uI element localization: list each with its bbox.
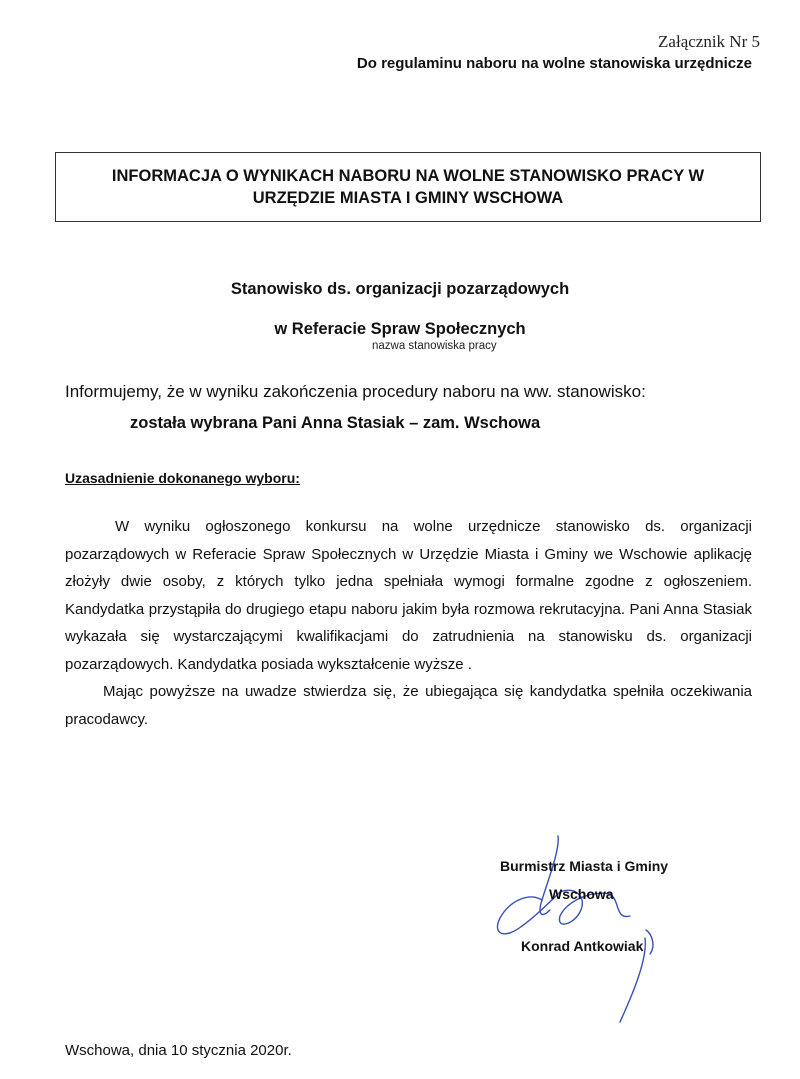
justification-heading: Uzasadnienie dokonanego wyboru: [65,470,300,486]
mayor-title: Burmistrz Miasta i Gminy [500,858,669,874]
position-name: Stanowisko ds. organizacji pozarządowych [230,280,570,298]
justification-paragraph-1: W wyniku ogłoszonego konkursu na wolne urzędnicze stanowisko ds. organizacji pozarządowych w Referacie Spraw Społecznych w Urzędzie Miasta i Gminy we Wschowie aplikację złożyły dwie osoby, z których tylko jedna spełniała wymogi formalne zgodne z ogłoszeniem. Kandydatka przystąpiła do drugiego etapu naboru jakim była rozmowa rekrutacyjna. Pani Anna Stasiak wykazała się wystarczającymi kwalifikacjami do zatrudnienia na stanowisku ds. organizacji pozarządowych. Kandydatka posiada wykształcenie wyższe . [65,518,752,673]
department-name: w Referacie Spraw Społecznych [274,320,526,338]
document-title-box [55,152,761,222]
place-and-date: Wschowa, dnia 10 stycznia 2020r. [65,1042,292,1059]
annex-label: Załącznik Nr 5 [658,32,760,51]
position-caption: nazwa stanowiska pracy [372,340,497,352]
signature-stroke [646,930,653,954]
result-intro: Informujemy, że w wyniku zakończenia procedury naboru na ww. stanowisko: [65,382,646,401]
annex-subtitle: Do regulaminu naboru na wolne stanowiska urzędnicze [356,55,752,72]
justification-body [65,513,752,733]
justification-paragraph-2: Mając powyższe na uwadze stwierdza się, że ubiegająca się kandydatka spełniła oczekiwania pracodawcy. [65,683,752,728]
document-title-line-1: INFORMACJA O WYNIKACH NABORU NA WOLNE STANOWISKO PRACY W [111,167,705,185]
document-title-line-2: URZĘDZIE MIASTA I GMINY WSCHOWA [252,189,564,207]
mayor-name: Konrad Antkowiak [521,938,644,954]
mayor-town: Wschowa [549,886,614,902]
selected-candidate: została wybrana Pani Anna Stasiak – zam. Wschowa [130,414,541,432]
